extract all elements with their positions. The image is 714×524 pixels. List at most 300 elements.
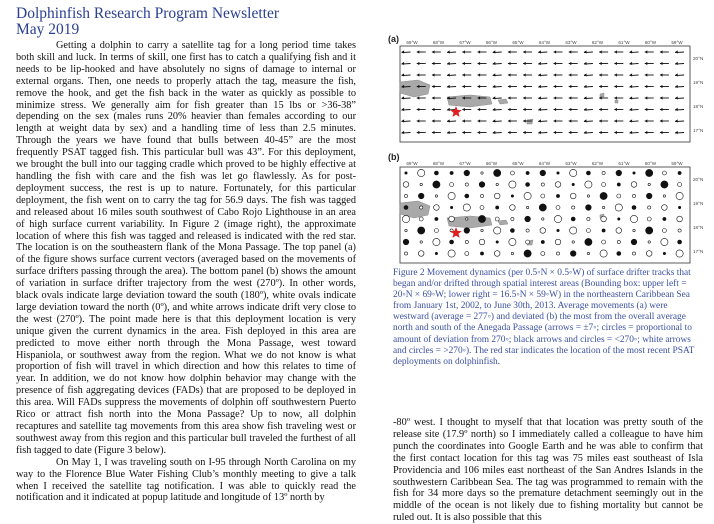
current-arrowhead [462, 73, 465, 76]
current-arrowhead [614, 62, 617, 65]
deviation-circle [663, 195, 665, 197]
current-arrowhead [538, 119, 541, 122]
deviation-circle [465, 194, 469, 198]
deviation-circle [418, 193, 424, 199]
deviation-circle [585, 238, 592, 245]
lon-tick-label: 68°W [432, 161, 445, 166]
current-arrowhead [523, 131, 526, 134]
current-arrowhead [493, 50, 496, 53]
current-arrowhead [417, 50, 420, 53]
deviation-circle [404, 206, 408, 210]
lon-tick-label: 62°W [591, 40, 604, 45]
red-star-marker [450, 106, 461, 117]
current-arrowhead [584, 85, 587, 88]
deviation-circle [418, 227, 425, 234]
deviation-circle [420, 241, 422, 243]
deviation-circle [403, 182, 409, 188]
current-arrow [538, 75, 547, 76]
lon-tick-label: 69°W [406, 40, 418, 45]
current-arrowhead [523, 50, 526, 53]
deviation-circle [480, 194, 483, 197]
current-arrow [584, 110, 593, 111]
deviation-circle [587, 195, 589, 197]
current-arrowhead [584, 96, 587, 99]
island-shape [615, 100, 618, 103]
red-star-marker [450, 227, 461, 238]
current-arrow [447, 87, 456, 88]
current-arrowhead [432, 131, 435, 134]
current-arrowhead [584, 62, 587, 65]
deviation-circle [617, 194, 621, 198]
lon-tick-label: 59°W [671, 161, 683, 166]
current-arrowhead [478, 85, 481, 88]
current-arrowhead [630, 108, 633, 111]
current-arrowhead [432, 119, 435, 122]
deviation-circle [556, 252, 559, 255]
deviation-circle [481, 229, 483, 231]
deviation-circle [419, 217, 423, 221]
current-arrowhead [569, 119, 572, 122]
deviation-circle [450, 240, 454, 244]
current-arrowhead [645, 73, 648, 76]
current-arrowhead [447, 131, 450, 134]
current-arrow [493, 64, 502, 65]
deviation-circle [618, 218, 620, 220]
current-arrow [493, 87, 502, 88]
current-arrow [675, 133, 684, 134]
deviation-circle [494, 193, 500, 199]
current-arrow [538, 121, 547, 122]
current-arrowhead [432, 96, 435, 99]
deviation-circle [632, 252, 635, 255]
current-arrow [493, 110, 502, 111]
current-arrowhead [462, 85, 465, 88]
current-arrowhead [660, 96, 663, 99]
deviation-circle [661, 181, 668, 188]
current-arrowhead [614, 108, 617, 111]
current-arrowhead [462, 96, 465, 99]
current-arrow [630, 87, 639, 88]
deviation-circle [404, 252, 407, 255]
deviation-circle [557, 172, 559, 174]
island-shape [527, 119, 533, 124]
current-arrowhead [493, 85, 496, 88]
deviation-circle [646, 251, 652, 257]
current-arrowhead [645, 62, 648, 65]
current-arrowhead [478, 96, 481, 99]
current-arrow [402, 133, 411, 134]
current-arrowhead [478, 73, 481, 76]
deviation-circle [450, 171, 453, 174]
deviation-circle [617, 252, 621, 256]
current-arrow [538, 87, 547, 88]
current-arrowhead [630, 131, 633, 134]
current-arrowhead [478, 62, 481, 65]
deviation-circle [480, 252, 483, 255]
current-arrowhead [584, 119, 587, 122]
current-arrowhead [508, 108, 511, 111]
current-arrowhead [630, 85, 633, 88]
deviation-circles [402, 169, 683, 257]
lat-tick-label: 17°N [693, 249, 704, 254]
body-paragraph: On May 1, I was traveling south on I-95 through North Carolina on my way to the Florence Blue Water Fishing Club’s monthly meeting to give a talk when I received the satellite tag notification. I was able to quickly read the notification and it indicated at popup latitude and longitude of 13º north by [16, 456, 356, 504]
deviation-circle [525, 216, 531, 222]
deviation-circle [570, 193, 576, 199]
current-arrowhead [478, 119, 481, 122]
current-arrow [630, 110, 639, 111]
panel-b-ticks [406, 161, 703, 254]
current-arrow [493, 52, 502, 53]
current-arrowhead [493, 62, 496, 65]
current-arrowhead [402, 85, 405, 88]
deviation-circle [540, 170, 546, 176]
deviation-circle [434, 171, 438, 175]
lon-tick-label: 66°W [485, 161, 498, 166]
current-arrowhead [432, 108, 435, 111]
deviation-circle [570, 251, 576, 257]
current-arrowhead [493, 131, 496, 134]
current-arrow [447, 98, 456, 99]
current-arrow [584, 133, 593, 134]
deviation-circle [570, 227, 577, 234]
panel-a-ticks [406, 40, 703, 133]
current-arrowhead [675, 108, 678, 111]
current-arrowhead [402, 50, 405, 53]
current-arrow [402, 121, 411, 122]
panel-b-label: (b) [388, 152, 400, 162]
deviation-circle [480, 206, 484, 210]
deviation-circle [526, 171, 529, 174]
current-arrowhead [614, 96, 617, 99]
current-arrowhead [554, 108, 557, 111]
current-arrowhead [554, 73, 557, 76]
deviation-circle [663, 252, 665, 254]
current-arrowhead [599, 50, 602, 53]
lon-tick-label: 65°W [512, 161, 524, 166]
deviation-circle [586, 205, 592, 211]
current-arrowhead [630, 62, 633, 65]
current-arrow [675, 87, 684, 88]
current-arrowhead [675, 131, 678, 134]
deviation-circle [556, 194, 559, 197]
current-arrowhead [538, 62, 541, 65]
deviation-circle [555, 239, 561, 245]
deviation-circle [402, 215, 409, 222]
current-arrow [584, 87, 593, 88]
current-arrowhead [432, 62, 435, 65]
current-arrowhead [569, 131, 572, 134]
current-arrowhead [523, 108, 526, 111]
current-arrowhead [660, 108, 663, 111]
current-arrowhead [599, 96, 602, 99]
current-arrowhead [645, 131, 648, 134]
current-arrowhead [645, 85, 648, 88]
deviation-circle [478, 215, 485, 222]
current-arrow [447, 64, 456, 65]
deviation-circle [572, 183, 574, 185]
current-arrowhead [645, 50, 648, 53]
current-arrowhead [432, 73, 435, 76]
current-arrow [675, 64, 684, 65]
lon-tick-label: 64°W [538, 40, 551, 45]
body-paragraph: -80º west. I thought to myself that that location was pretty south of the release site (17.9º north) so I immediately called a colleague to have him punch the coordinates into Google Earth and he was able to confirm that the first contact location for this tag was 75 miles east southeast of Isla Providencia and 106 miles east northeast of the San Andres Islands in the southwestern Caribbean Sea. The tag was programmed to remain with the fish for 34 more days so the premature detachment seemingly out in the middle of the ocean is not likely due to fishing mortality but cannot be ruled out. It is also possible that this [393, 417, 703, 524]
deviation-circle [571, 217, 575, 221]
lon-tick-label: 65°W [512, 40, 524, 45]
hispaniola-shape [400, 201, 430, 218]
deviation-circle [435, 195, 437, 197]
newsletter-header [16, 6, 356, 38]
current-arrowhead [614, 119, 617, 122]
deviation-circle [509, 181, 516, 188]
lon-tick-label: 67°W [459, 40, 471, 45]
deviation-circle [633, 172, 635, 174]
current-arrow [538, 64, 547, 65]
deviation-circle [405, 229, 407, 231]
deviation-circle [448, 250, 455, 257]
current-arrowhead [660, 50, 663, 53]
current-arrowhead [599, 131, 602, 134]
panel-a-label: (a) [388, 34, 399, 44]
deviation-circle [526, 229, 529, 232]
deviation-circle [541, 240, 544, 243]
current-arrowhead [478, 50, 481, 53]
current-arrowhead [417, 96, 420, 99]
lon-tick-label: 64°W [538, 161, 551, 166]
lon-tick-label: 60°W [644, 161, 657, 166]
deviation-circle [678, 183, 682, 187]
current-arrow [630, 98, 639, 99]
lat-tick-label: 20°N [693, 56, 704, 61]
deviation-circle [617, 240, 620, 243]
newsletter-title: Dolphinfish Research Program Newsletter [16, 5, 280, 22]
current-arrow [630, 52, 639, 53]
current-arrowhead [508, 119, 511, 122]
lon-tick-label: 62°W [591, 161, 604, 166]
current-arrowhead [447, 96, 450, 99]
deviation-circle [479, 182, 485, 188]
current-arrow [538, 98, 547, 99]
current-arrowhead [478, 108, 481, 111]
lat-tick-label: 18°N [693, 225, 704, 230]
current-arrow [402, 52, 411, 53]
current-arrowhead [417, 62, 420, 65]
deviation-circle [511, 252, 513, 254]
deviation-circle [602, 171, 605, 174]
deviation-circle [495, 217, 499, 221]
figure-caption: Figure 2 Movement dynamics (per 0.5◦N × 0.5◦W) of surface drifter tracks that began and/or drifted through spatial interest areas (Bounding box: upper left = 20◦N × 69◦W; lower right = 16.5◦N × 59◦W) in the northeastern Caribbean Sea from January 1st, 2002, to June 30th, 2013. Average movements (a) were westward (average = 277◦) and deviated (b) the most from the overall average north and south of the Anegada Passage (arrows = ±7◦; circles = proportional to amount of deviation from 270◦; black arrows and circles = <270◦; white arrows and circles = >270◦). The red star indicates the location of the most recent PSAT deployments on dolphinfish. [393, 268, 695, 367]
deviation-circle [600, 192, 607, 199]
current-arrow [493, 121, 502, 122]
current-arrowhead [645, 119, 648, 122]
deviation-circle [677, 216, 683, 222]
deviation-circle [404, 194, 407, 197]
current-arrow [447, 52, 456, 53]
lon-tick-label: 61°W [618, 161, 630, 166]
deviation-circle [510, 171, 514, 175]
lon-tick-label: 61°W [618, 40, 630, 45]
island-shape [600, 214, 604, 218]
current-arrowhead [554, 131, 557, 134]
deviation-circle [648, 206, 651, 209]
deviation-circle [632, 206, 636, 210]
current-arrowhead [630, 50, 633, 53]
deviation-circle [678, 229, 681, 232]
vieques-shape [498, 99, 508, 104]
current-arrowhead [462, 108, 465, 111]
deviation-circle [434, 205, 440, 211]
deviation-circle [648, 183, 650, 185]
deviation-circle [662, 229, 666, 233]
current-arrowhead [660, 62, 663, 65]
current-arrowhead [523, 96, 526, 99]
vieques-shape [498, 220, 508, 225]
current-arrowhead [599, 62, 602, 65]
current-arrowhead [402, 96, 405, 99]
lon-tick-label: 69°W [406, 161, 418, 166]
deviation-circle [676, 250, 683, 257]
deviation-circle [616, 228, 622, 234]
deviation-circle [465, 183, 468, 186]
deviation-circle [554, 215, 561, 222]
current-arrowhead [584, 131, 587, 134]
deviation-circle [494, 227, 501, 234]
deviation-circle [526, 183, 530, 187]
deviation-circle [511, 195, 513, 197]
deviation-circle [631, 239, 637, 245]
current-arrowhead [614, 73, 617, 76]
current-arrow [584, 98, 593, 99]
deviation-circle [602, 240, 606, 244]
current-arrowhead [554, 119, 557, 122]
left-column [16, 40, 356, 504]
current-arrowhead [569, 108, 572, 111]
current-arrowhead [584, 50, 587, 53]
current-arrowhead [402, 62, 405, 65]
current-arrowhead [614, 50, 617, 53]
hispaniola-shape [400, 80, 430, 97]
current-arrowhead [660, 119, 663, 122]
lat-tick-label: 18°N [693, 104, 704, 109]
deviation-circle [676, 192, 683, 199]
deviation-circle [479, 239, 485, 245]
deviation-circle [418, 169, 425, 176]
current-arrow [402, 64, 411, 65]
current-arrowhead [508, 50, 511, 53]
current-arrowhead [660, 131, 663, 134]
current-arrowhead [447, 85, 450, 88]
deviation-circle [542, 218, 544, 220]
lon-tick-label: 63°W [565, 40, 577, 45]
current-arrowhead [493, 108, 496, 111]
current-arrow [538, 110, 547, 111]
current-arrow [675, 52, 684, 53]
deviation-circle [464, 228, 470, 234]
lat-tick-label: 17°N [693, 128, 704, 133]
current-arrow [402, 75, 411, 76]
current-arrowhead [447, 62, 450, 65]
landmass-panel-a [400, 80, 618, 124]
deviation-circle [463, 204, 470, 211]
current-arrowhead [493, 96, 496, 99]
deviation-circle [420, 183, 422, 185]
deviation-circle [600, 250, 607, 257]
current-arrowhead [447, 73, 450, 76]
current-arrowhead [417, 119, 420, 122]
deviation-circle [511, 217, 514, 220]
current-arrowhead [538, 131, 541, 134]
deviation-circle [526, 240, 530, 244]
current-arrowhead [462, 62, 465, 65]
current-arrow [630, 133, 639, 134]
current-arrowhead [630, 119, 633, 122]
current-arrowhead [493, 119, 496, 122]
current-arrow [630, 121, 639, 122]
deviation-circle [435, 217, 438, 220]
current-arrowhead [432, 50, 435, 53]
current-arrow [675, 75, 684, 76]
deviation-circle [632, 194, 635, 197]
deviation-circle [587, 252, 589, 254]
deviation-circle [663, 217, 666, 220]
deviation-circle [586, 171, 590, 175]
current-arrowhead [675, 119, 678, 122]
current-arrowhead [508, 73, 511, 76]
deviation-circle [602, 229, 605, 232]
deviation-circle [586, 229, 590, 233]
current-arrow [584, 52, 593, 53]
deviation-circle [556, 206, 560, 210]
deviation-circle [557, 229, 559, 231]
current-vector-arrows [402, 50, 685, 134]
current-arrowhead [645, 108, 648, 111]
deviation-circle [601, 216, 607, 222]
current-arrow [447, 75, 456, 76]
current-arrow [630, 75, 639, 76]
deviation-circle [555, 182, 561, 188]
deviation-circle [481, 172, 483, 174]
current-arrow [584, 121, 593, 122]
deviation-circle [572, 241, 574, 243]
deviation-circle [539, 204, 546, 211]
current-arrowhead [538, 85, 541, 88]
current-arrowhead [675, 85, 678, 88]
current-arrowhead [508, 62, 511, 65]
puerto-rico-shape [447, 216, 492, 228]
deviation-circle [572, 206, 575, 209]
current-arrowhead [675, 73, 678, 76]
puerto-rico-shape [447, 95, 492, 107]
current-arrowhead [614, 131, 617, 134]
current-arrow [675, 121, 684, 122]
current-arrowhead [402, 73, 405, 76]
current-arrowhead [538, 50, 541, 53]
current-arrowhead [569, 85, 572, 88]
current-arrowhead [599, 85, 602, 88]
deviation-circle [646, 227, 653, 234]
lon-tick-label: 68°W [432, 40, 445, 45]
current-arrowhead [538, 73, 541, 76]
current-arrowhead [402, 108, 405, 111]
deviation-circle [661, 238, 668, 245]
deviation-circle [403, 239, 409, 245]
deviation-circle [541, 194, 545, 198]
deviation-circle [510, 229, 514, 233]
current-arrowhead [554, 62, 557, 65]
deviation-circle [418, 251, 424, 257]
deviation-circle [648, 241, 650, 243]
current-arrowhead [523, 73, 526, 76]
island-shape [527, 240, 533, 245]
